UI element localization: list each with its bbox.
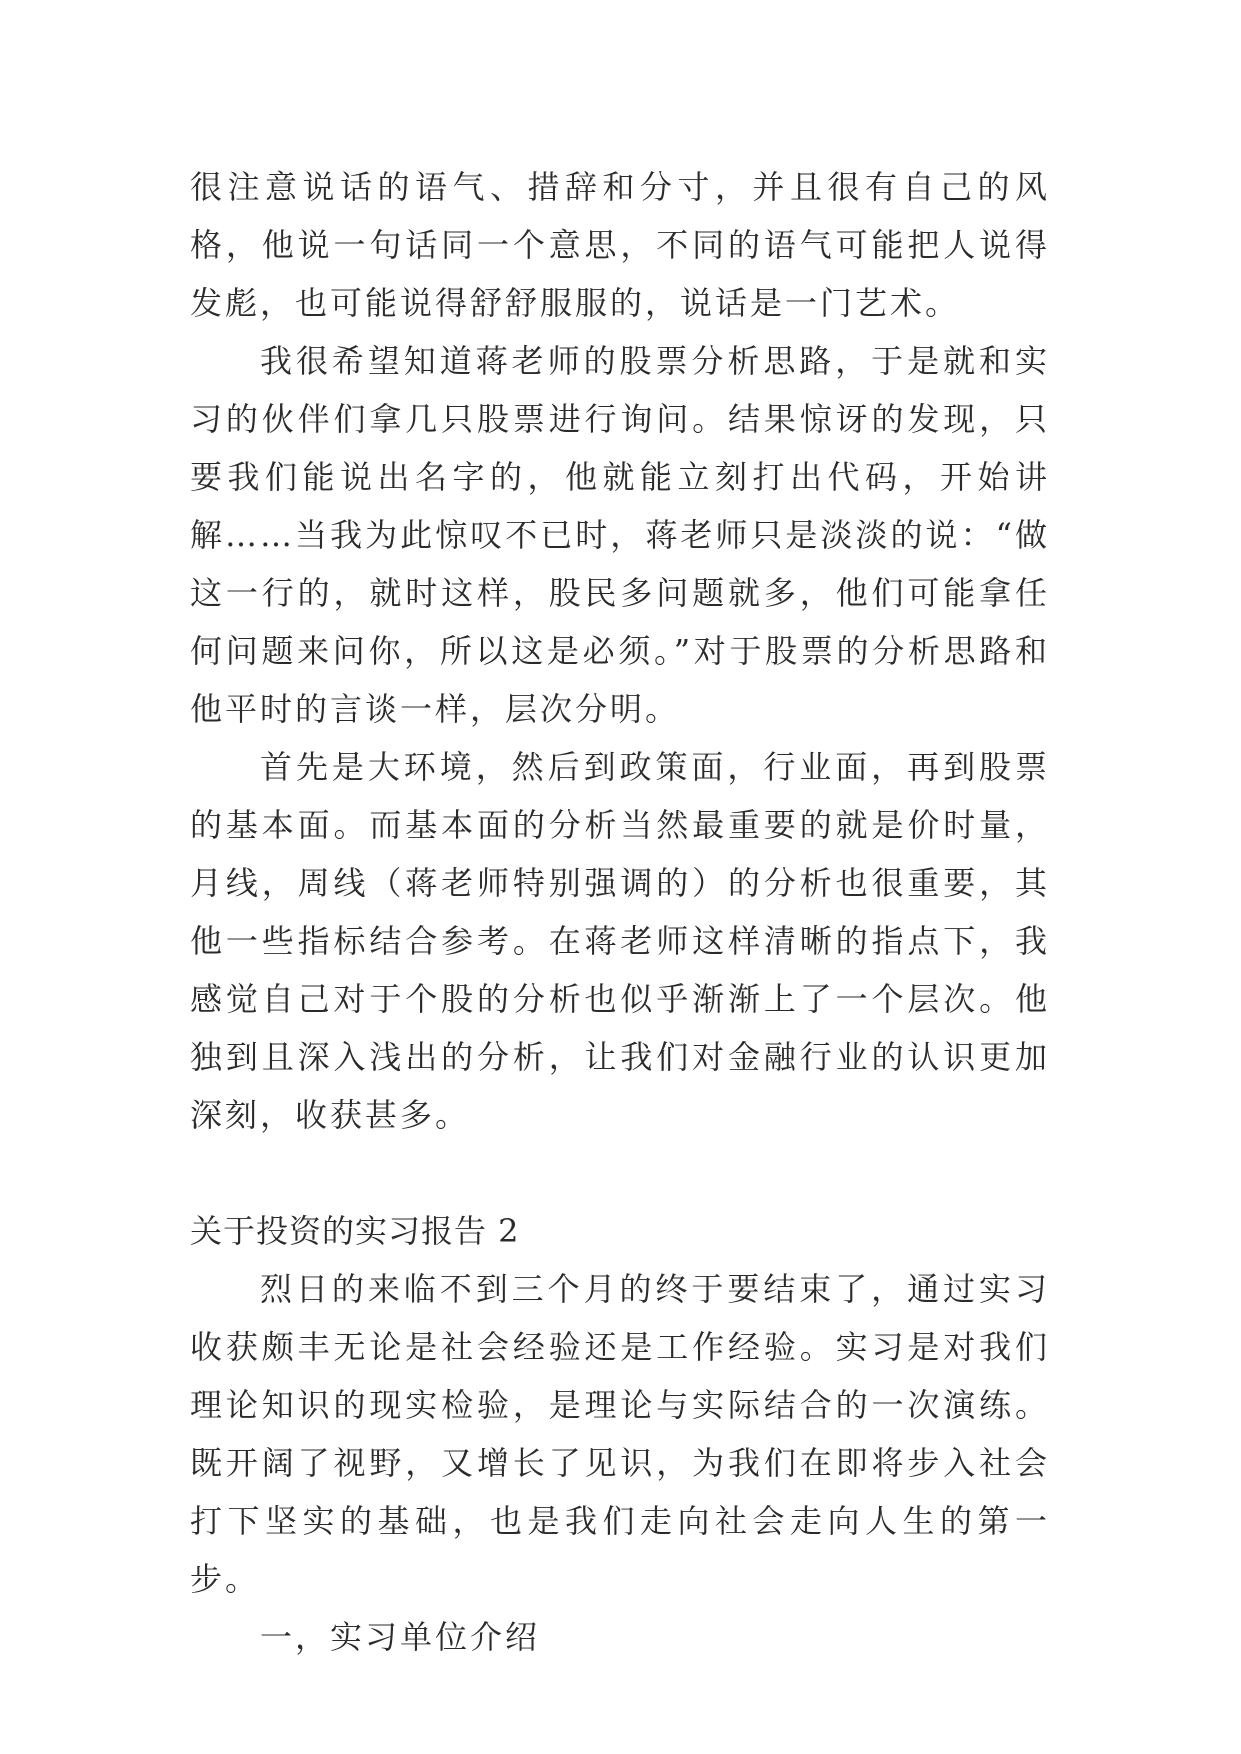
- document-body: [190, 158, 1050, 1666]
- paragraph-continuation: 很注意说话的语气、措辞和分寸，并且很有自己的风格，他说一句话同一个意思，不同的语气可能把人说得发彪，也可能说得舒舒服服的，说话是一门艺术。: [190, 168, 1050, 322]
- paragraph-stock-analysis: 我很希望知道蒋老师的股票分析思路，于是就和实习的伙伴们拿几只股票进行询问。结果惊讶的发现，只要我们能说出名字的，他就能立刻打出代码，开始讲解……当我为此惊叹不已时，蒋老师只是淡淡的说：“做这一行的，就时这样，股民多问题就多，他们可能拿任何问题来问你，所以这是必须。”对于股票的分析思路和他平时的言谈一样，层次分明。: [190, 342, 1050, 728]
- paragraph-analysis-method: 首先是大环境，然后到政策面，行业面，再到股票的基本面。而基本面的分析当然最重要的就是价时量，月线，周线（蒋老师特别强调的）的分析也很重要，其他一些指标结合参考。在蒋老师这样清晰的指点下，我感觉自己对于个股的分析也似乎渐渐上了一个层次。他独到且深入浅出的分析，让我们对金融行业的认识更加深刻，收获甚多。: [190, 748, 1050, 1134]
- paragraph-internship-summary: 烈日的来临不到三个月的终于要结束了，通过实习收获颇丰无论是社会经验还是工作经验。实习是对我们理论知识的现实检验，是理论与实际结合的一次演练。既开阔了视野，又增长了见识，为我们在即将步入社会打下坚实的基础，也是我们走向社会走向人生的第一步。: [190, 1270, 1050, 1598]
- section-heading: 关于投资的实习报告 2: [190, 1212, 520, 1250]
- subheading-internship-unit: 一，实习单位介绍: [260, 1618, 541, 1656]
